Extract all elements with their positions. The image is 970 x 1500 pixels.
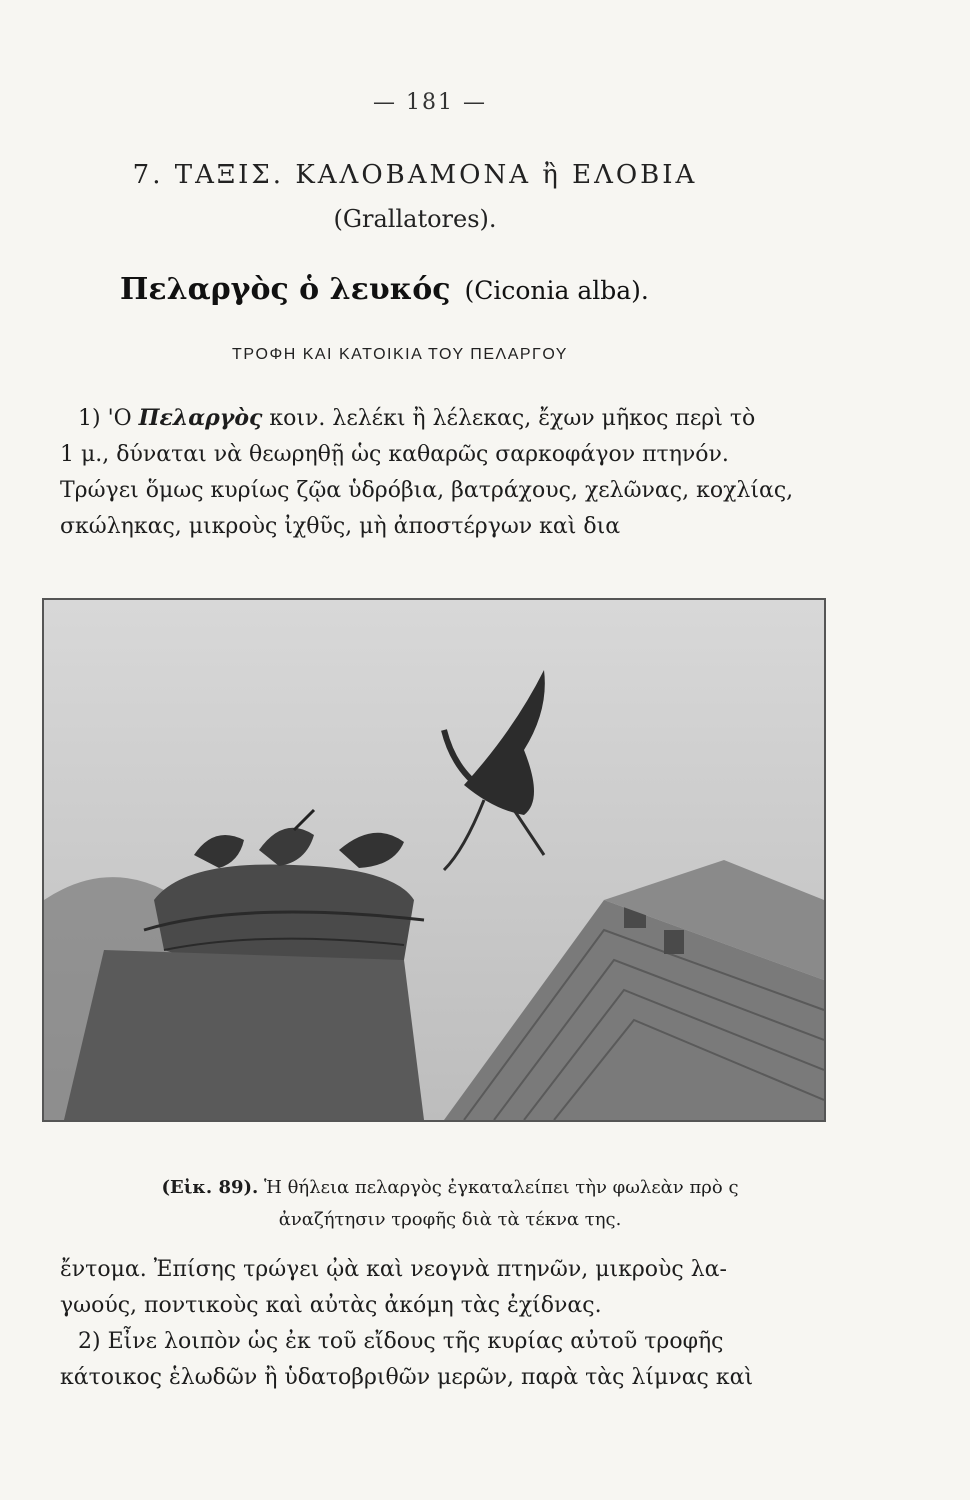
paragraph-1-line-1-rest: κοιν. λελέκι ἢ λέλεκας, ἔχων μῆκος περὶ τὸ — [262, 406, 756, 431]
paragraph-1-lead: 1) 'Ο — [78, 406, 139, 431]
figure-reference: (Εἰκ. 89). — [161, 1177, 259, 1198]
paragraph-2-line-1: ἔντομα. Ἐπίσης τρώγει ᾠὰ καὶ νεογνὰ πτηνῶν, μικροὺς λα- — [60, 1257, 727, 1282]
caption-line-2: ἀναζήτησιν τροφῆς διὰ τὰ τέκνα της. — [278, 1209, 622, 1230]
paragraph-1-bold-term: Πελαργὸς — [138, 405, 263, 431]
paragraph-3 — [60, 1324, 830, 1396]
section-heading: ΤΡΟΦΗ ΚΑΙ ΚΑΤΟΙΚΙΑ ΤΟΥ ΠΕΛΑΡΓΟΥ — [232, 346, 568, 363]
order-title: 7. ΤΑΞΙΣ. ΚΑΛΟΒΑΜΟΝΑ ἢ ΕΛΟΒΙΑ — [132, 160, 698, 190]
caption-line-1-text: Ἡ θήλεια πελαργὸς ἐγκαταλείπει τὴν φωλεὰν πρὸ ς — [258, 1177, 739, 1198]
paragraph-3-line-1: 2) Εἶνε λοιπὸν ὡς ἐκ τοῦ εἴδους τῆς κυρίας αὐτοῦ τροφῆς — [78, 1329, 724, 1354]
paragraph-2 — [60, 1252, 830, 1324]
figure-caption — [80, 1172, 820, 1236]
species-heading — [120, 272, 649, 307]
stork-nest-rooftop-image — [44, 600, 824, 1120]
species-name: Πελαργὸς ὁ λευκός — [120, 272, 451, 307]
stork-photograph — [42, 598, 826, 1122]
order-latin-name: (Grallatores). — [333, 205, 497, 233]
caption-line-1 — [80, 1172, 820, 1204]
paragraph-1-line-1 — [60, 400, 830, 437]
paragraph-1-line-2: 1 μ., δύναται νὰ θεωρηθῇ ὡς καθαρῶς σαρκοφάγον πτηνόν. — [60, 442, 729, 467]
paragraph-1-line-3: Τρώγει ὅμως κυρίως ζῷα ὑδρόβια, βατράχους, χελῶνας, κοχλίας, — [60, 478, 794, 503]
paragraph-1-line-4: σκώληκας, μικροὺς ἰχθῦς, μὴ ἀποστέργων καὶ δια — [60, 514, 621, 539]
paragraph-3-line-2: κάτοικος ἑλωδῶν ἢ ὑδατοβριθῶν μερῶν, παρὰ τὰς λίμνας καὶ — [60, 1365, 754, 1390]
paragraph-2-line-2: γωούς, ποντικοὺς καὶ αὐτὰς ἀκόμη τὰς ἐχίδνας. — [60, 1293, 602, 1318]
species-latin-name: (Ciconia alba). — [464, 276, 649, 305]
paragraph-1 — [60, 400, 830, 545]
page-number: — 181 — — [373, 90, 487, 115]
